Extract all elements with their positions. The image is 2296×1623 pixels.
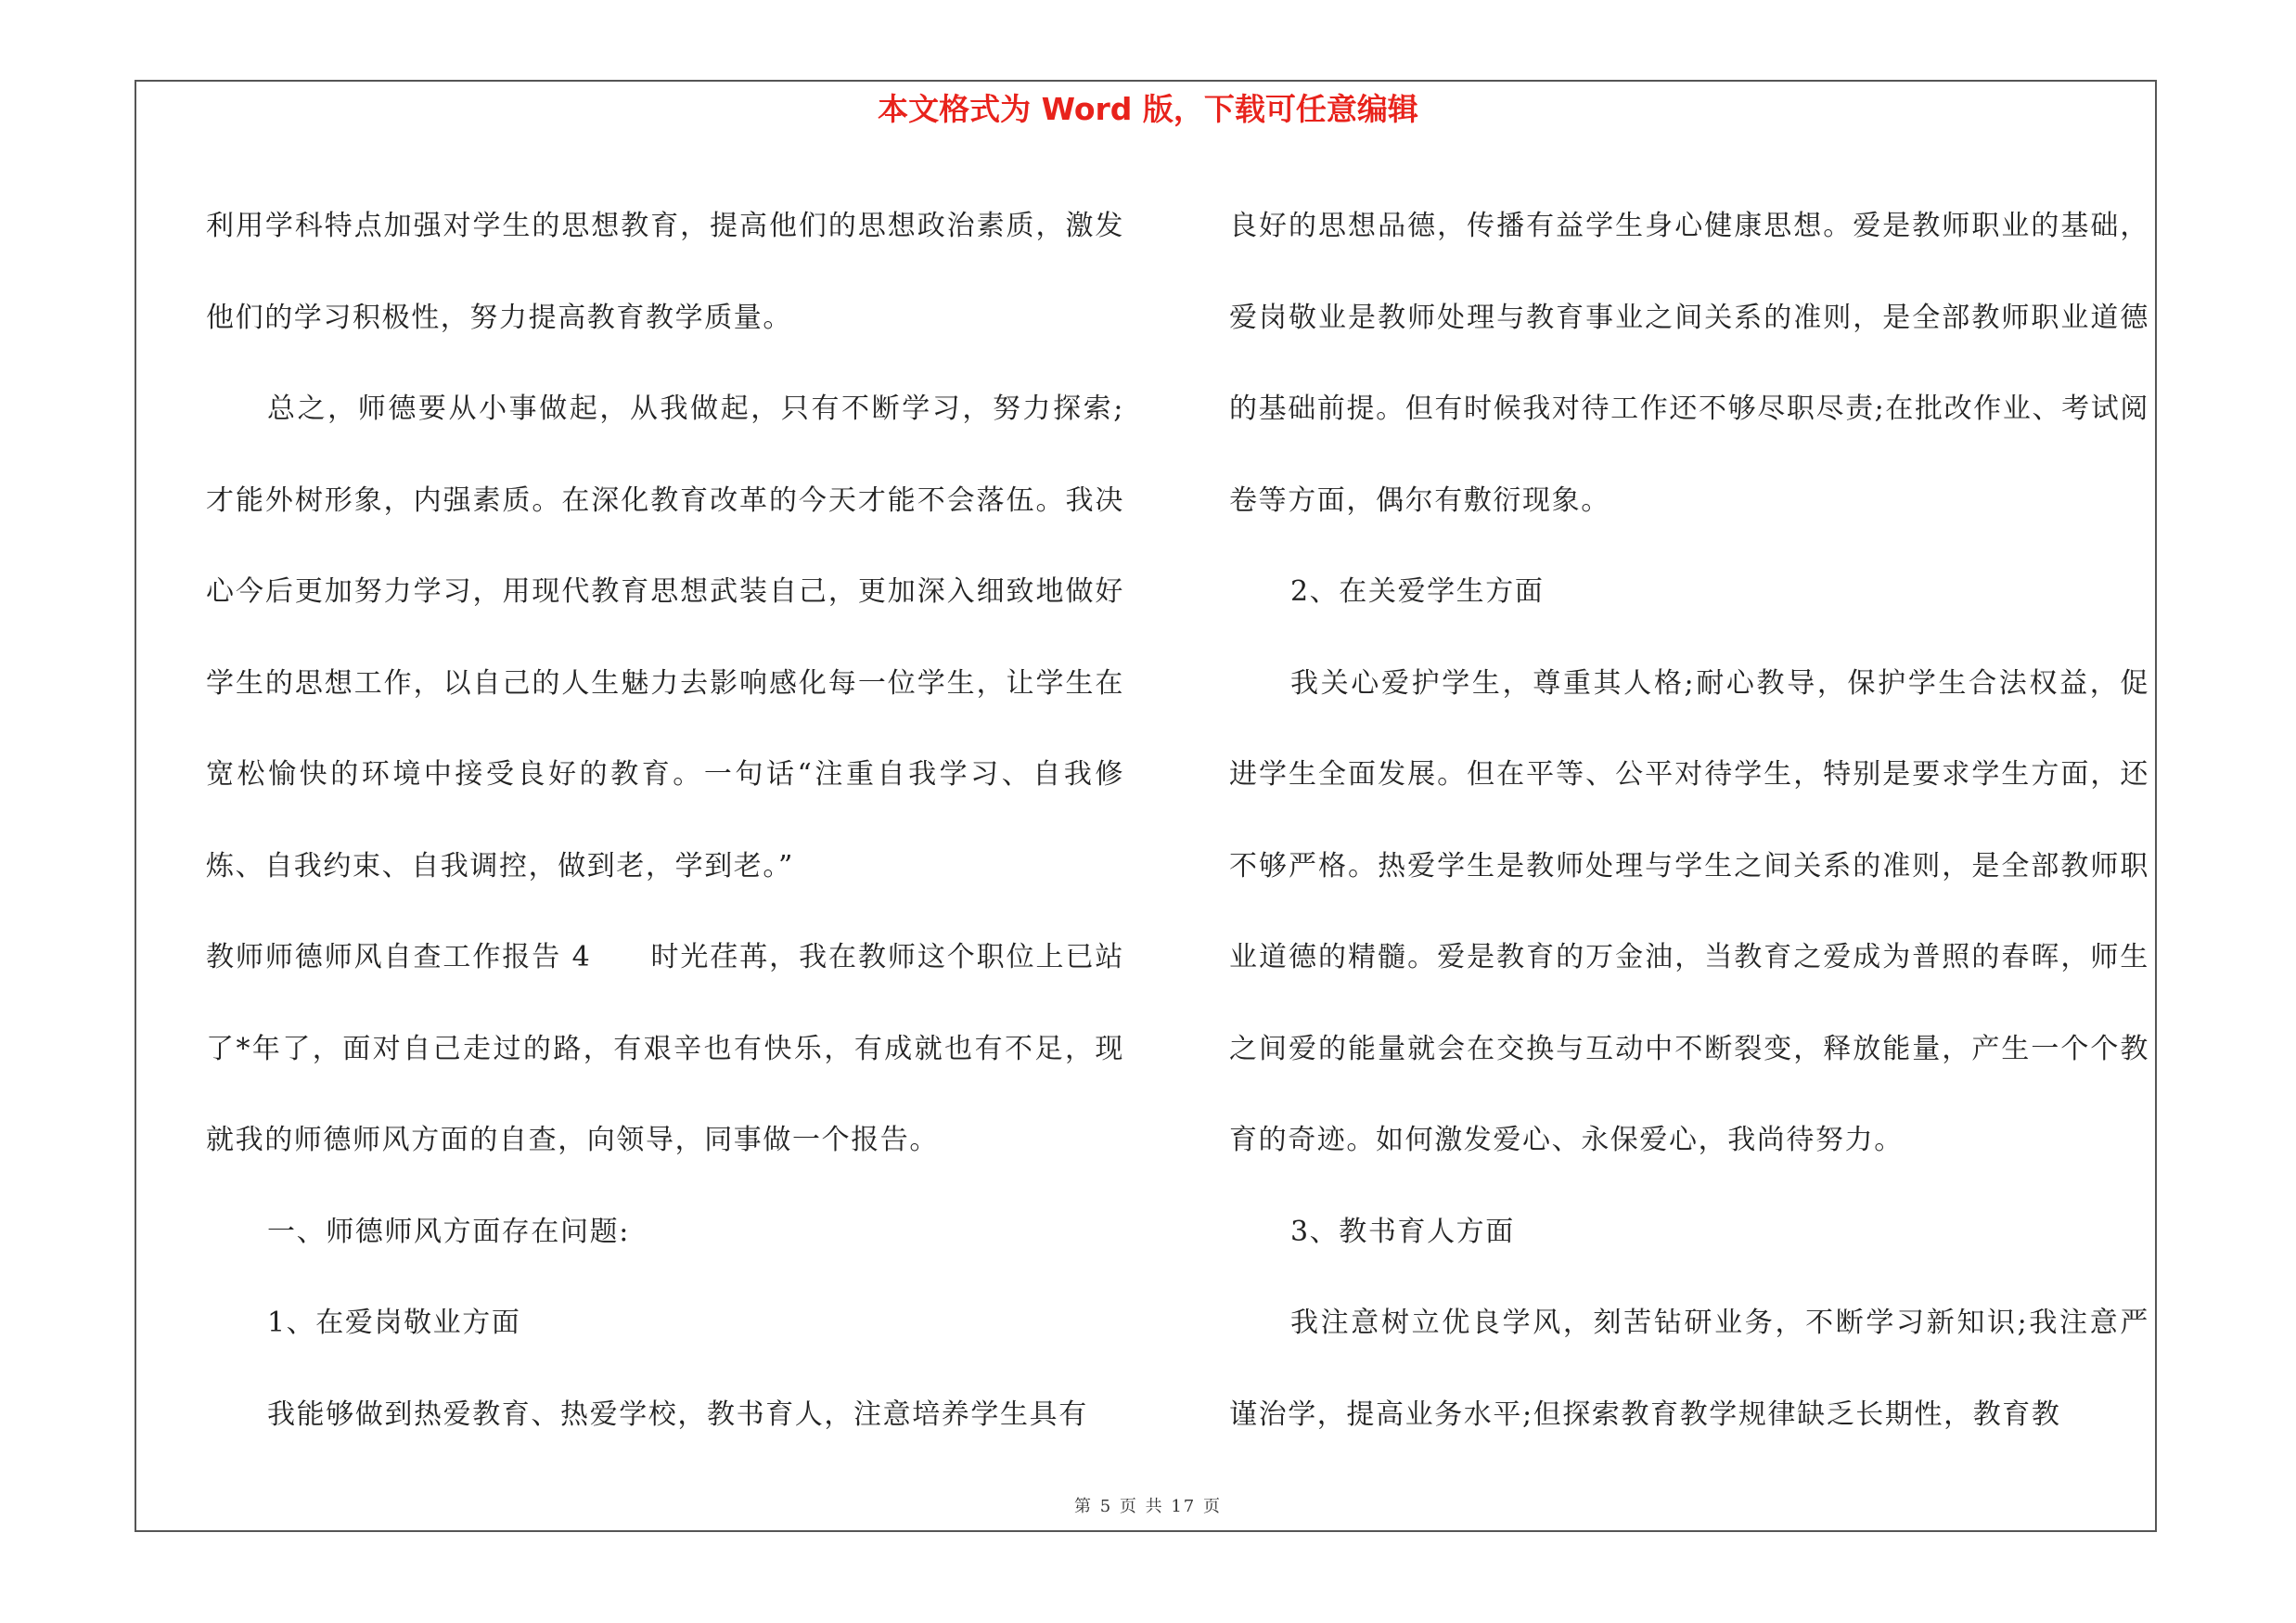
paragraph: 我关心爱护学生，尊重其人格;耐心教导，保护学生合法权益，促进学生全面发展。但在平等、公平对待学生，特别是要求学生方面，还不够严格。热爱学生是教师处理与学生之间关系的准则，是全部教师职业道德的精髓。爱是教育的万金油，当教育之爱成为普照的春晖，师生之间爱的能量就会在交换与互动中不断裂变，释放能量，产生一个个教育的奇迹。如何激发爱心、永保爱心，我尚待努力。 — [1229, 666, 2149, 1156]
paragraph: 良好的思想品德，传播有益学生身心健康思想。爱是教师职业的基础，爱岗敬业是教师处理与教育事业之间关系的准则，是全部教师职业道德的基础前提。但有时候我对待工作还不够尽职尽责;在批改作业、考试阅卷等方面，偶尔有敷衍现象。 — [1229, 210, 2149, 517]
section-heading: 一、师德师风方面存在问题: — [267, 1215, 630, 1248]
paragraph: 教师师德师风自查工作报告 4 时光荏苒，我在教师这个职位上已站了*年了，面对自己走过的路，有艰辛也有快乐，有成就也有不足，现就我的师德师风方面的自查，向领导，同事做一个报告。 — [206, 941, 1124, 1156]
subsection-heading: 2、在关爱学生方面 — [1290, 575, 1545, 608]
page-number-footer: 第 5 页 共 17 页 — [1074, 1497, 1222, 1516]
format-banner: 本文格式为 Word 版，下载可任意编辑 — [878, 91, 1418, 127]
paragraph: 利用学科特点加强对学生的思想教育，提高他们的思想政治素质，激发他们的学习积极性，努力提高教育教学质量。 — [206, 210, 1124, 334]
subsection-heading: 1、在爱岗敬业方面 — [267, 1307, 521, 1339]
paragraph: 总之，师德要从小事做起，从我做起，只有不断学习，努力探索;才能外树形象，内强素质。在深化教育改革的今天才能不会落伍。我决心今后更加努力学习，用现代教育思想武装自己，更加深入细致地做好学生的思想工作，以自己的人生魅力去影响感化每一位学生，让学生在宽松愉快的环境中接受良好的教育。一句话“注重自我学习、自我修炼、自我约束、自我调控，做到老，学到老。” — [206, 393, 1124, 882]
left-column — [206, 181, 1124, 1461]
subsection-heading: 3、教书育人方面 — [1290, 1215, 1515, 1248]
right-column — [1229, 181, 2149, 1461]
paragraph: 我注意树立优良学风，刻苦钻研业务，不断学习新知识;我注意严谨治学，提高业务水平;但探索教育教学规律缺乏长期性，教育教 — [1229, 1307, 2149, 1431]
paragraph: 我能够做到热爱教育、热爱学校，教书育人，注意培养学生具有 — [267, 1398, 1088, 1431]
